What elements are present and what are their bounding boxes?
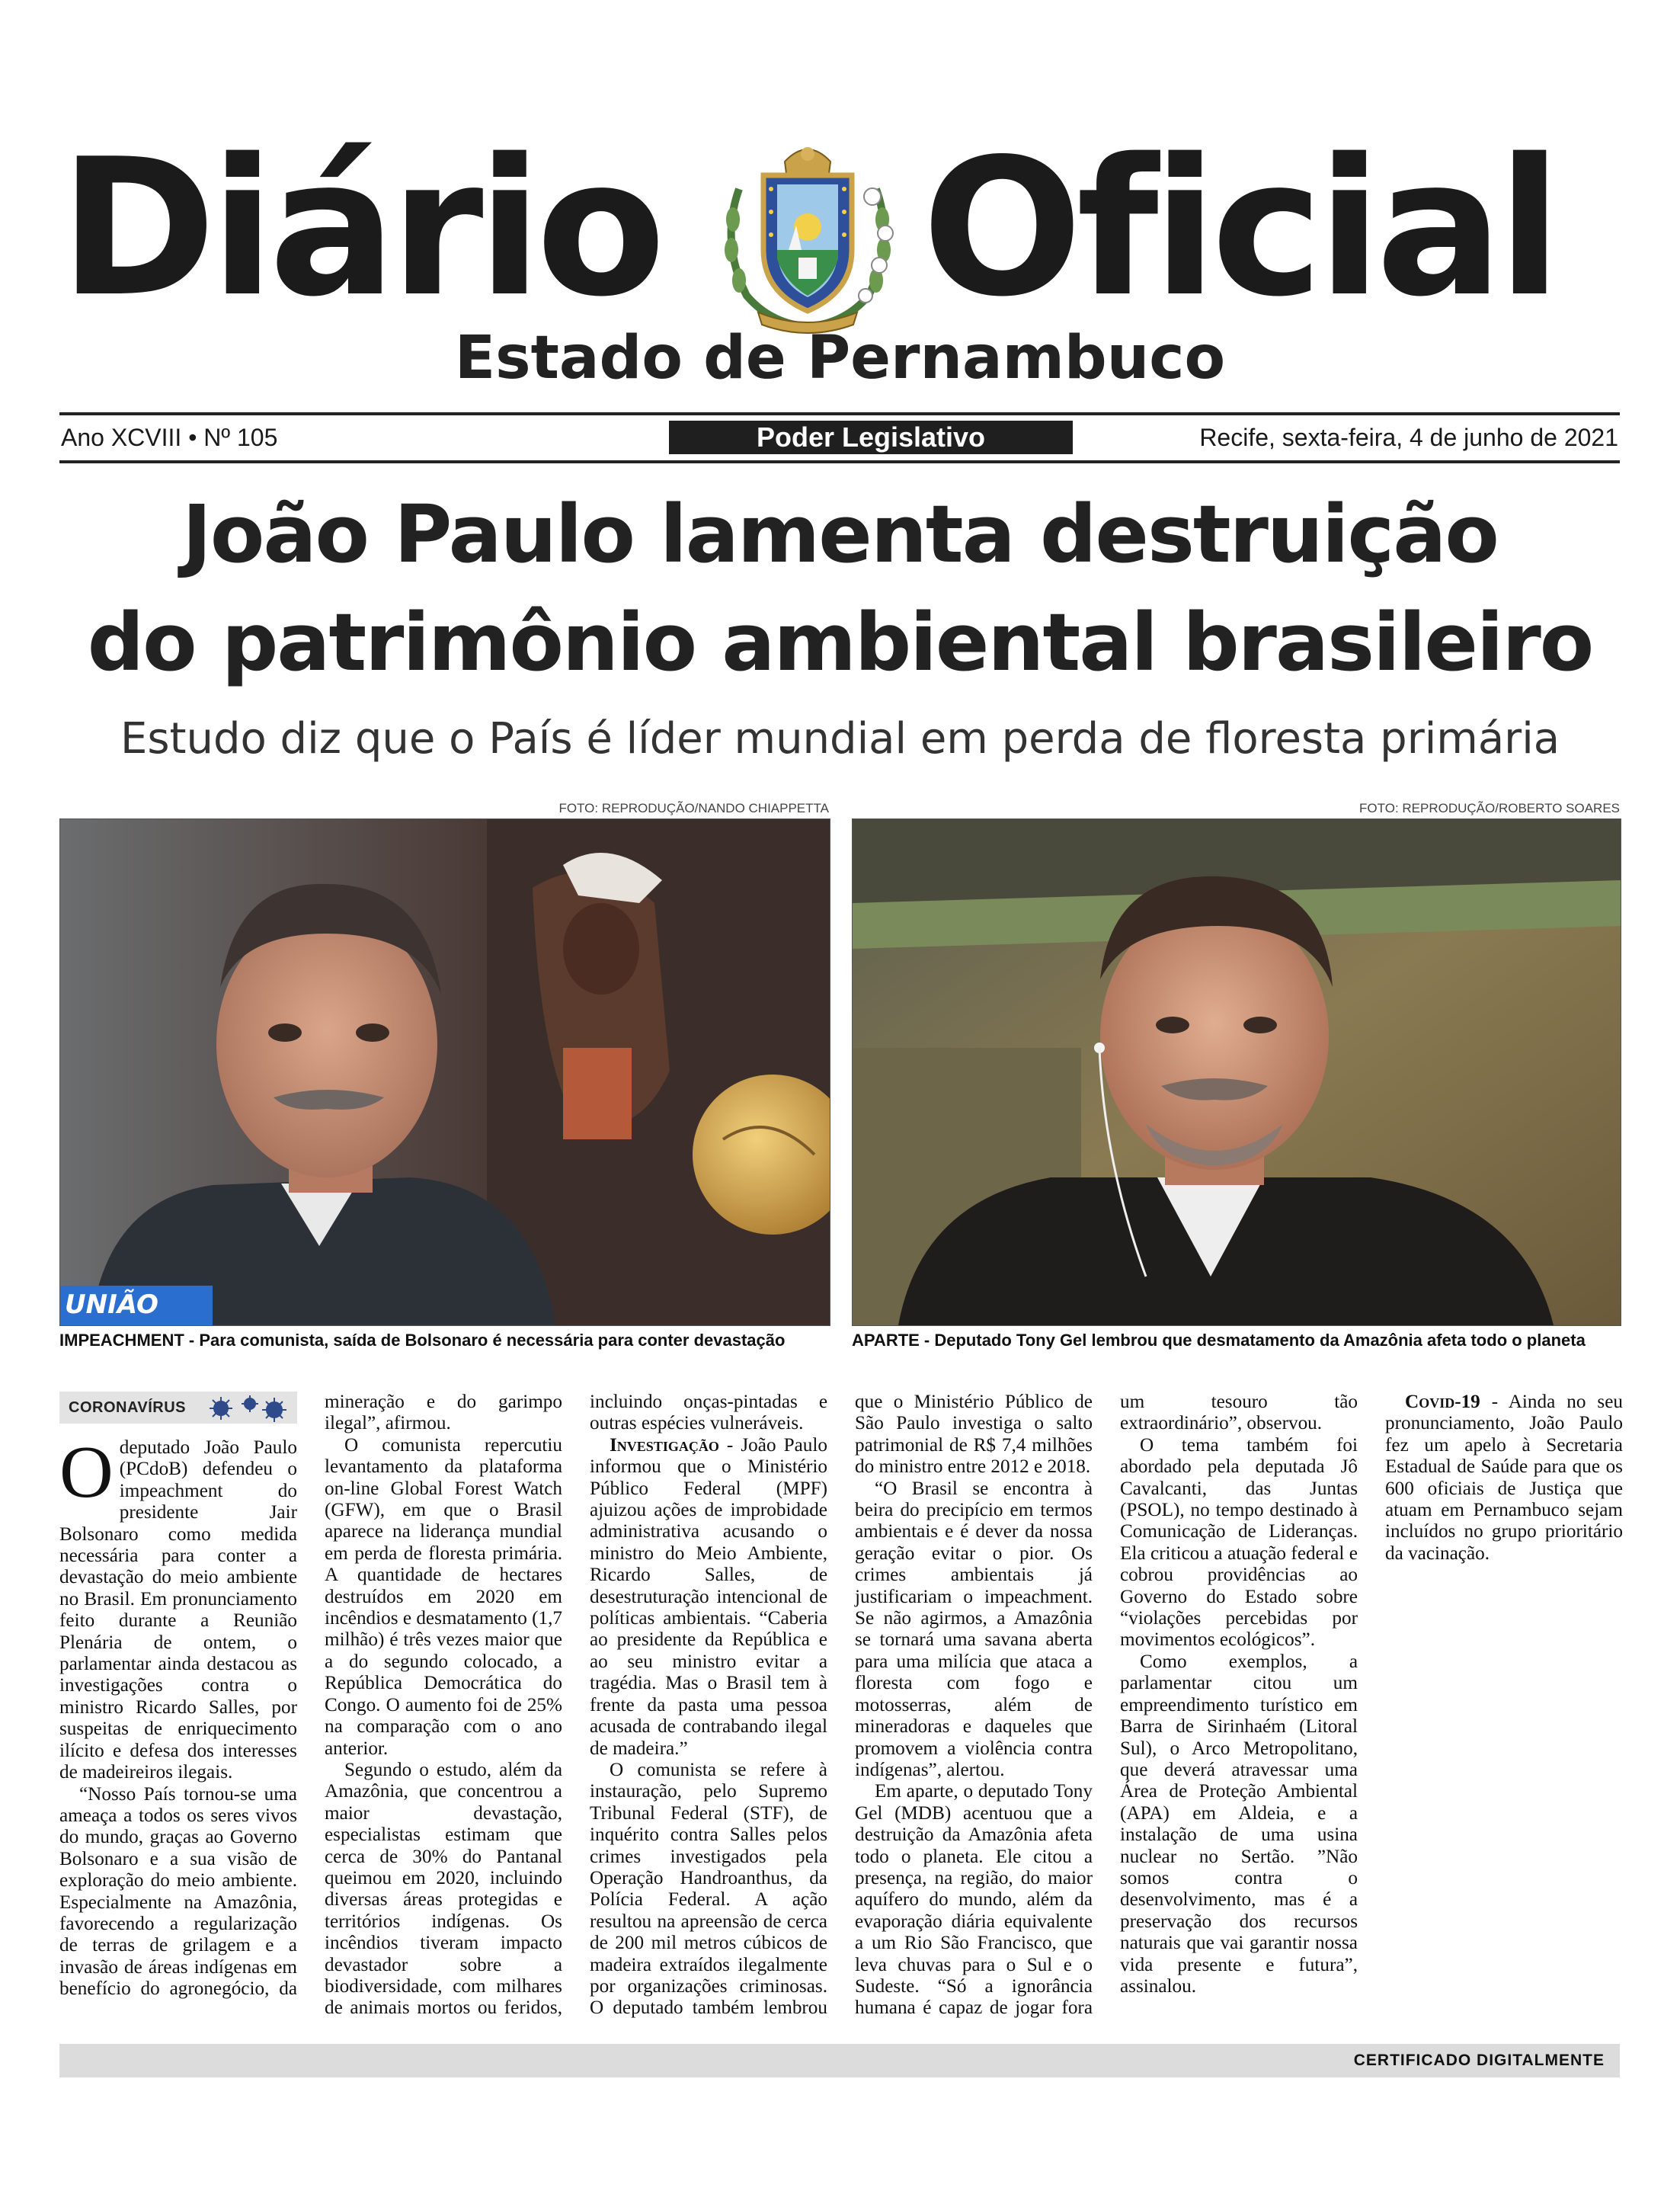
footer-bar [59,2044,1620,2077]
paragraph-5: Investigação - João Paulo informou que o Ministério Público Federal (MPF) ajuizou ações de improbidade administrativa acusando o ministro do Meio Ambiente, Ricardo Salles, de desestruturação intencional de políticas ambientais. “Caberia ao presidente da República e ao seu ministro evitar a tragédia. Mas o Brasil tem à frente da pasta uma pessoa acusada de contrabando ilegal de madeira.” [590,1434,827,1759]
headline-line-2: do patrimônio ambiental brasileiro [87,596,1593,689]
bottom-rule [59,460,1620,463]
edition-bar [59,418,1620,457]
masthead-title-left: Diário [59,119,660,338]
subhead-investigacao: Investigação [610,1434,719,1456]
kicker-label: CORONAVÍRUS [69,1399,187,1416]
top-rule [59,412,1620,415]
masthead-title-right: Oficial [922,119,1557,338]
drop-cap: O [59,1431,114,1514]
paragraph-9: O tema também foi abordado pela deputada Jô Cavalcanti, das Juntas (PSOL), no tempo destinado à Comunicação de Lideranças. Ela criticou a atuação federal e cobrou providências ao Governo do Estado sobre “violações percebidas por movimentos ecológicos”. [1120,1434,1358,1651]
photo-caption-right: APARTE - Deputado Tony Gel lembrou que desmatamento da Amazônia afeta todo o planeta [852,1331,1586,1350]
masthead-subtitle: Estado de Pernambuco [454,324,1226,392]
headline-line-1: João Paulo lamenta destruição [182,488,1498,581]
article-text-flow [59,1392,1623,2020]
deck: Estudo diz que o País é líder mundial em perda de floresta primária [120,714,1560,764]
photo-credit-left: FOTO: REPRODUÇÃO/NANDO CHIAPPETTA [558,801,829,815]
masthead [0,114,1680,343]
photo-caption-left: IMPEACHMENT - Para comunista, saída de Bolsonaro é necessária para conter devastação [59,1331,786,1350]
paragraph-7: “O Brasil se encontra à beira do precipício em termos ambientais e é dever da nossa geração evitar o pior. Os crimes ambientais já justificariam o impeachment. Se não agirmos, a Amazônia se tornará uma savana aberta para uma milícia que ataca a floresta com fogo e motosserras, além de mineradoras e daqueles que promovem a violência contra indígenas”, alertou. [855,1478,1093,1780]
photo-joao-paulo [59,818,830,1326]
paragraph-11: Covid-19 - Ainda no seu pronunciamento, João Paulo fez um apelo à Secretaria Estadual de Saúde para que os 600 oficiais de Justiça que atuam em Pernambuco sejam incluídos no grupo prioritário da vacinação. [1385,1392,1623,1564]
paragraph-3: O comunista repercutiu levantamento da plataforma on-line Global Forest Watch (GFW), em que o Brasil aparece na liderança mundial em perda de floresta primária. A quantidade de hectares destruídos em 2020 em incêndios e desmatamento (1,7 milhão) é três vezes maior que a do segundo colocado, a República Democrática do Congo. O aumento foi de 25% na comparação com o ano anterior. [325,1434,562,1759]
section-badge: Poder Legislativo [669,421,1073,454]
edition-number: Ano XCVIII • Nº 105 [61,424,278,451]
subhead-covid: Covid-19 [1405,1392,1480,1412]
photo-overlay-text: UNIÃO [65,1289,158,1320]
paragraph-4: Segundo o estudo, além da Amazônia, que concentrou a maior devastação, especialistas estimam que cerca de 30% do Pantanal queimou em 2020, incluindo diversas áreas protegidas e territórios indígenas. Os incêndios tiveram impacto devastador sobre a biodiversidade, com milhares de animais mortos ou feridos, incluindo onças-pintadas e outras espécies vulneráveis. [325,1392,827,2019]
state-coat-of-arms [716,136,899,334]
virus-icon [206,1393,291,1422]
digital-certification: CERTIFICADO DIGITALMENTE [1353,2052,1605,2069]
headline [0,480,1680,697]
paragraph-8: Em aparte, o deputado Tony Gel (MDB) acentuou que a destruição da Amazônia afeta todo o planeta. Ele citou a presença, na região, do maior aquífero do mundo, além da evaporação diária equivalente a um Rio São Francisco, que leva chuvas para o Sul e o Sudeste. “Só a ignorância humana é capaz de jogar fora um tesouro tão extraordinário”, observou. [855,1392,1358,2019]
photo-credit-right: FOTO: REPRODUÇÃO/ROBERTO SOARES [1359,801,1620,815]
paragraph-10: Como exemplos, a parlamentar citou um empreendimento turístico em Barra de Sirinhaém (Litoral Sul), o Arco Metropolitano, que deverá atravessar uma Área de Proteção Ambiental (APA) em Aldeia, e a instalação de uma usina nuclear no Sertão. ”Não somos contra o desenvolvimento, mas é a preservação dos recursos naturais que vai garantir nossa vida presente e futura”, assinalou. [1120,1651,1358,1997]
paragraph-1: Odeputado João Paulo (PCdoB) defendeu o impeachment do presidente Jair Bolsonaro como medida necessária para conter a devastação do meio ambiente no Brasil. Em pronunciamento feito durante a Reunião Plenária de ontem, o parlamentar ainda destacou as investigações contra o ministro Ricardo Salles, por suspeitas de enriquecimento ilícito e defesa dos interesses de madeireiros ilegais. [59,1431,297,1783]
photo-tony-gel [852,818,1621,1326]
section-kicker [59,1392,297,1424]
paragraph-2: “Nosso País tornou-se uma ameaça a todos os seres vivos do mundo, graças ao Governo Bolsonaro e a sua visão de exploração do meio ambiente. Especialmente na Amazônia, favorecendo a regularização de terras de grilagem e a invasão de áreas indígenas em benefício do agronegócio, da mineração e do garimpo ilegal”, afirmou. [59,1392,562,2000]
dateline: Recife, sexta-feira, 4 de junho de 2021 [1199,424,1618,451]
paragraph-6: O comunista se refere à instauração, pelo Supremo Tribunal Federal (STF), de inquérito contra Salles pelos crimes investigados pela Operação Handroanthus, da Polícia Federal. A ação resultou na apreensão de cerca de 200 mil metros cúbicos de madeira extraídos ilegalmente por organizações criminosas. O deputado também lembrou que o Ministério Público de São Paulo investiga o salto patrimonial de R$ 7,4 milhões do ministro entre 2012 e 2018. [590,1392,1093,2019]
